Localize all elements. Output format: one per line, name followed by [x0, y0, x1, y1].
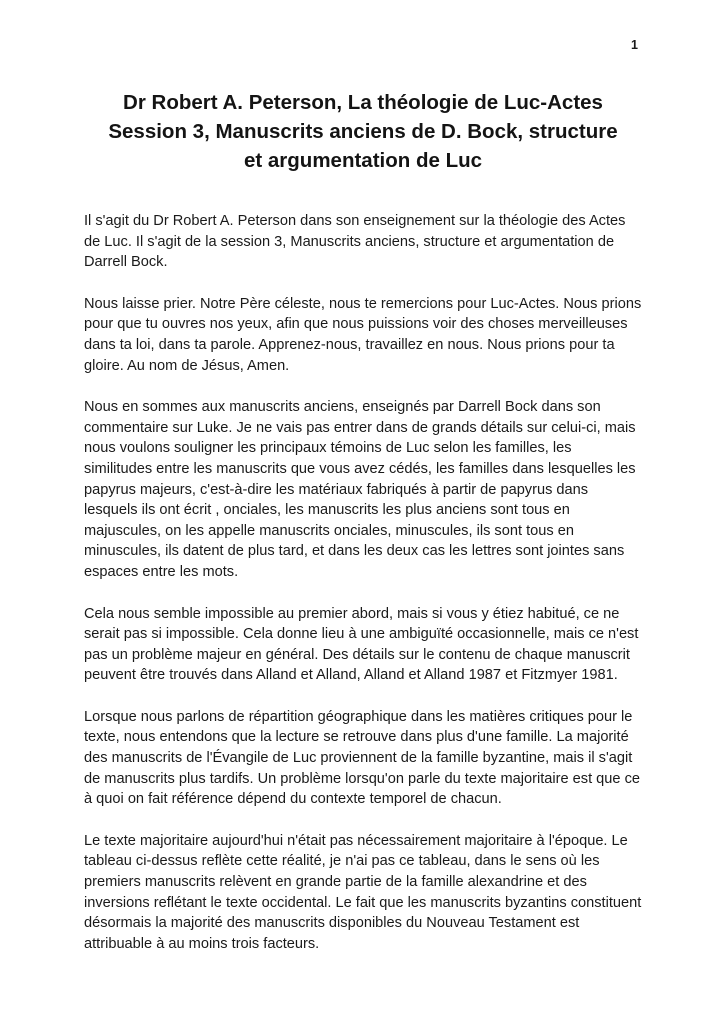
document-title — [84, 88, 642, 175]
title-line: Dr Robert A. Peterson, La théologie de Luc-Actes — [123, 91, 603, 114]
page-number: 1 — [631, 38, 638, 52]
paragraph-intro: Il s'agit du Dr Robert A. Peterson dans son enseignement sur la théologie des Actes de Luc. Il s'agit de la session 3, Manuscrits anciens, structure et argumentation de Darrell Bock. — [84, 213, 626, 271]
paragraph-prayer: Nous laisse prier. Notre Père céleste, nous te remercions pour Luc-Actes. Nous prions pour que tu ouvres nos yeux, afin que nous puissions voir des choses merveilleuses dans ta loi, dans ta parole. Apprenez-nous, travaillez en nous. Nous prions pour ta gloire. Au nom de Jésus, Amen. — [84, 295, 642, 374]
document-content — [84, 88, 642, 975]
paragraph-ambiguity: Cela nous semble impossible au premier abord, mais si vous y étiez habitué, ce ne serait pas si impossible. Cela donne lieu à une ambiguïté occasionnelle, mais ce n'est pas un problème majeur en général. Des détails sur le contenu de chaque manuscrit peuvent être trouvés dans Alland et Alland, Alland et Alland 1987 et Fitzmyer 1981. — [84, 605, 639, 684]
document-body — [84, 211, 642, 954]
paragraph-geographic-distribution: Lorsque nous parlons de répartition géographique dans les matières critiques pour le texte, nous entendons que la lecture se retrouve dans plus d'une famille. La majorité des manuscrits de l'Évangile de Luc proviennent de la famille byzantine, mais il s'agit de manuscrits plus tardifs. Un problème lorsqu'on parle du texte majoritaire est que ce à quoi on fait référence dépend du contexte temporel de chacun. — [84, 708, 641, 808]
title-line: et argumentation de Luc — [243, 149, 483, 172]
paragraph-manuscripts: Nous en sommes aux manuscrits anciens, enseignés par Darrell Bock dans son commentaire sur Luke. Je ne vais pas entrer dans de grands détails sur celui-ci, mais nous voulons souligner les principaux témoins de Luc selon les familles, les similitudes entre les manuscrits que vous avez cédés, les familles dans lesquelles les papyrus majeurs, c'est-à-dire les matériaux fabriqués à partir de papyrus dans lesquels ils ont écrit , onciales, les manuscrits les plus anciens sont tous en majuscules, on les appelle manuscrits onciales, minuscules, ils sont tous en minuscules, ils datent de plus tard, et dans les deux cas les lettres sont jointes sans espaces entre les mots. — [84, 399, 636, 580]
title-line: Session 3, Manuscrits anciens de D. Bock, structure — [108, 120, 618, 143]
paragraph-majority-text: Le texte majoritaire aujourd'hui n'était pas nécessairement majoritaire à l'époque. Le tableau ci-dessus reflète cette réalité, je n'ai pas ce tableau, dans le sens où les premiers manuscrits relèvent en grande partie de la famille alexandrine et des inversions reflétant le texte occidental. Le fait que les manuscrits byzantins constituent désormais la majorité des manuscrits disponibles du Nouveau Testament est attribuable à au moins trois facteurs. — [84, 832, 642, 952]
